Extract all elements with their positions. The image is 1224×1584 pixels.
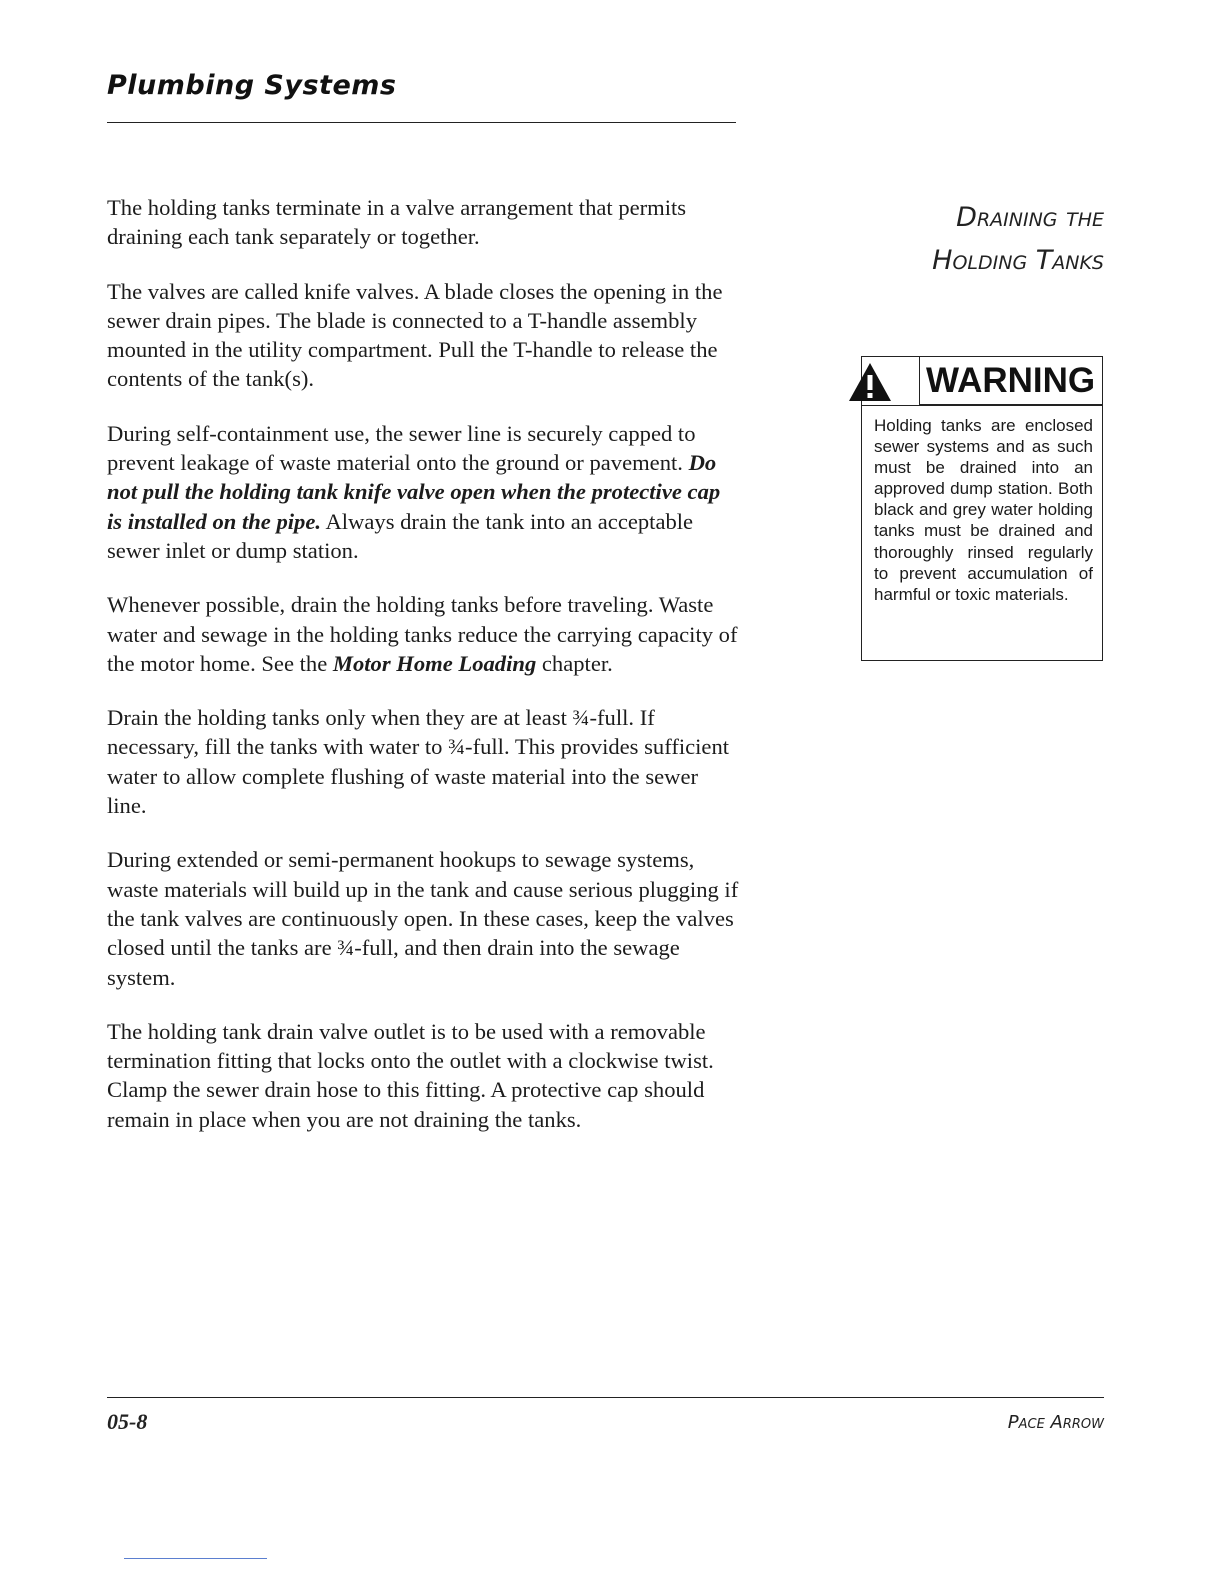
paragraph-3-intro: During self-containment use, the sewer line is securely capped to prevent leakage of waste material onto the ground or pavement. bbox=[107, 420, 696, 476]
paragraph-5: Drain the holding tanks only when they are at least ¾-full. If necessary, fill the tanks with water to ¾-full. This provides sufficient water to allow complete flushing of waste material into the sewer line. bbox=[107, 705, 730, 819]
paragraph-2: The valves are called knife valves. A blade closes the opening in the sewer drain pipes. The blade is connected to a T-handle assembly mounted in the utility compartment. Pull the T-handle to release the contents of the tank(s). bbox=[107, 278, 723, 392]
bottom-blue-line bbox=[124, 1558, 267, 1559]
section-heading-line-1: Draining the bbox=[956, 202, 1104, 233]
warning-box bbox=[861, 356, 1103, 661]
page-header-title: Plumbing Systems bbox=[107, 70, 397, 101]
paragraph-6: During extended or semi-permanent hookups to sewage systems, waste materials will build up in the tank and cause serious plugging if the tank valves are continuously open. In these cases, keep the valves closed until the tanks are ¾-full, and then drain into the sewage system. bbox=[107, 847, 739, 990]
warning-divider bbox=[862, 405, 1102, 406]
paragraph-3-emphasis: Do not pull the holding tank knife valve open when the protective cap is installed on the pipe. bbox=[107, 450, 721, 534]
header-divider bbox=[107, 122, 736, 123]
section-heading bbox=[804, 196, 1104, 282]
footer-divider bbox=[107, 1397, 1104, 1398]
paragraph-4 bbox=[107, 590, 739, 678]
paragraph-3-end: Always drain the tank into an acceptable sewer inlet or dump station. bbox=[107, 508, 694, 563]
paragraph-7: The holding tank drain valve outlet is to be used with a removable termination fitting that locks onto the outlet with a clockwise twist. Clamp the sewer drain hose to this fitting. A protective cap should remain in place when you are not draining the tanks. bbox=[107, 1018, 714, 1132]
section-heading-line-2: Holding Tanks bbox=[932, 245, 1104, 276]
page-number: 05-8 bbox=[107, 1409, 148, 1434]
main-body bbox=[107, 193, 739, 1159]
paragraph-3 bbox=[107, 419, 739, 565]
paragraph-4-intro: Whenever possible, drain the holding tanks before traveling. Waste water and sewage in the holding tanks reduce the carrying capacity of the motor home. See the bbox=[107, 592, 738, 676]
warning-label: WARNING bbox=[919, 356, 1103, 405]
paragraph-4-end: chapter. bbox=[541, 650, 613, 676]
paragraph-1: The holding tanks terminate in a valve arrangement that permits draining each tank separately or together. bbox=[107, 195, 687, 250]
warning-triangle-icon bbox=[848, 362, 892, 402]
footer-brand: Pace Arrow bbox=[1007, 1412, 1104, 1433]
warning-text: Holding tanks are enclosed sewer systems and as such must be drained into an approved dump station. Both black and grey water holding tanks must be drained and thoroughly rinsed regularly to prevent accumulation of harmful or toxic materials. bbox=[874, 416, 1093, 604]
chapter-reference: Motor Home Loading bbox=[332, 650, 537, 676]
